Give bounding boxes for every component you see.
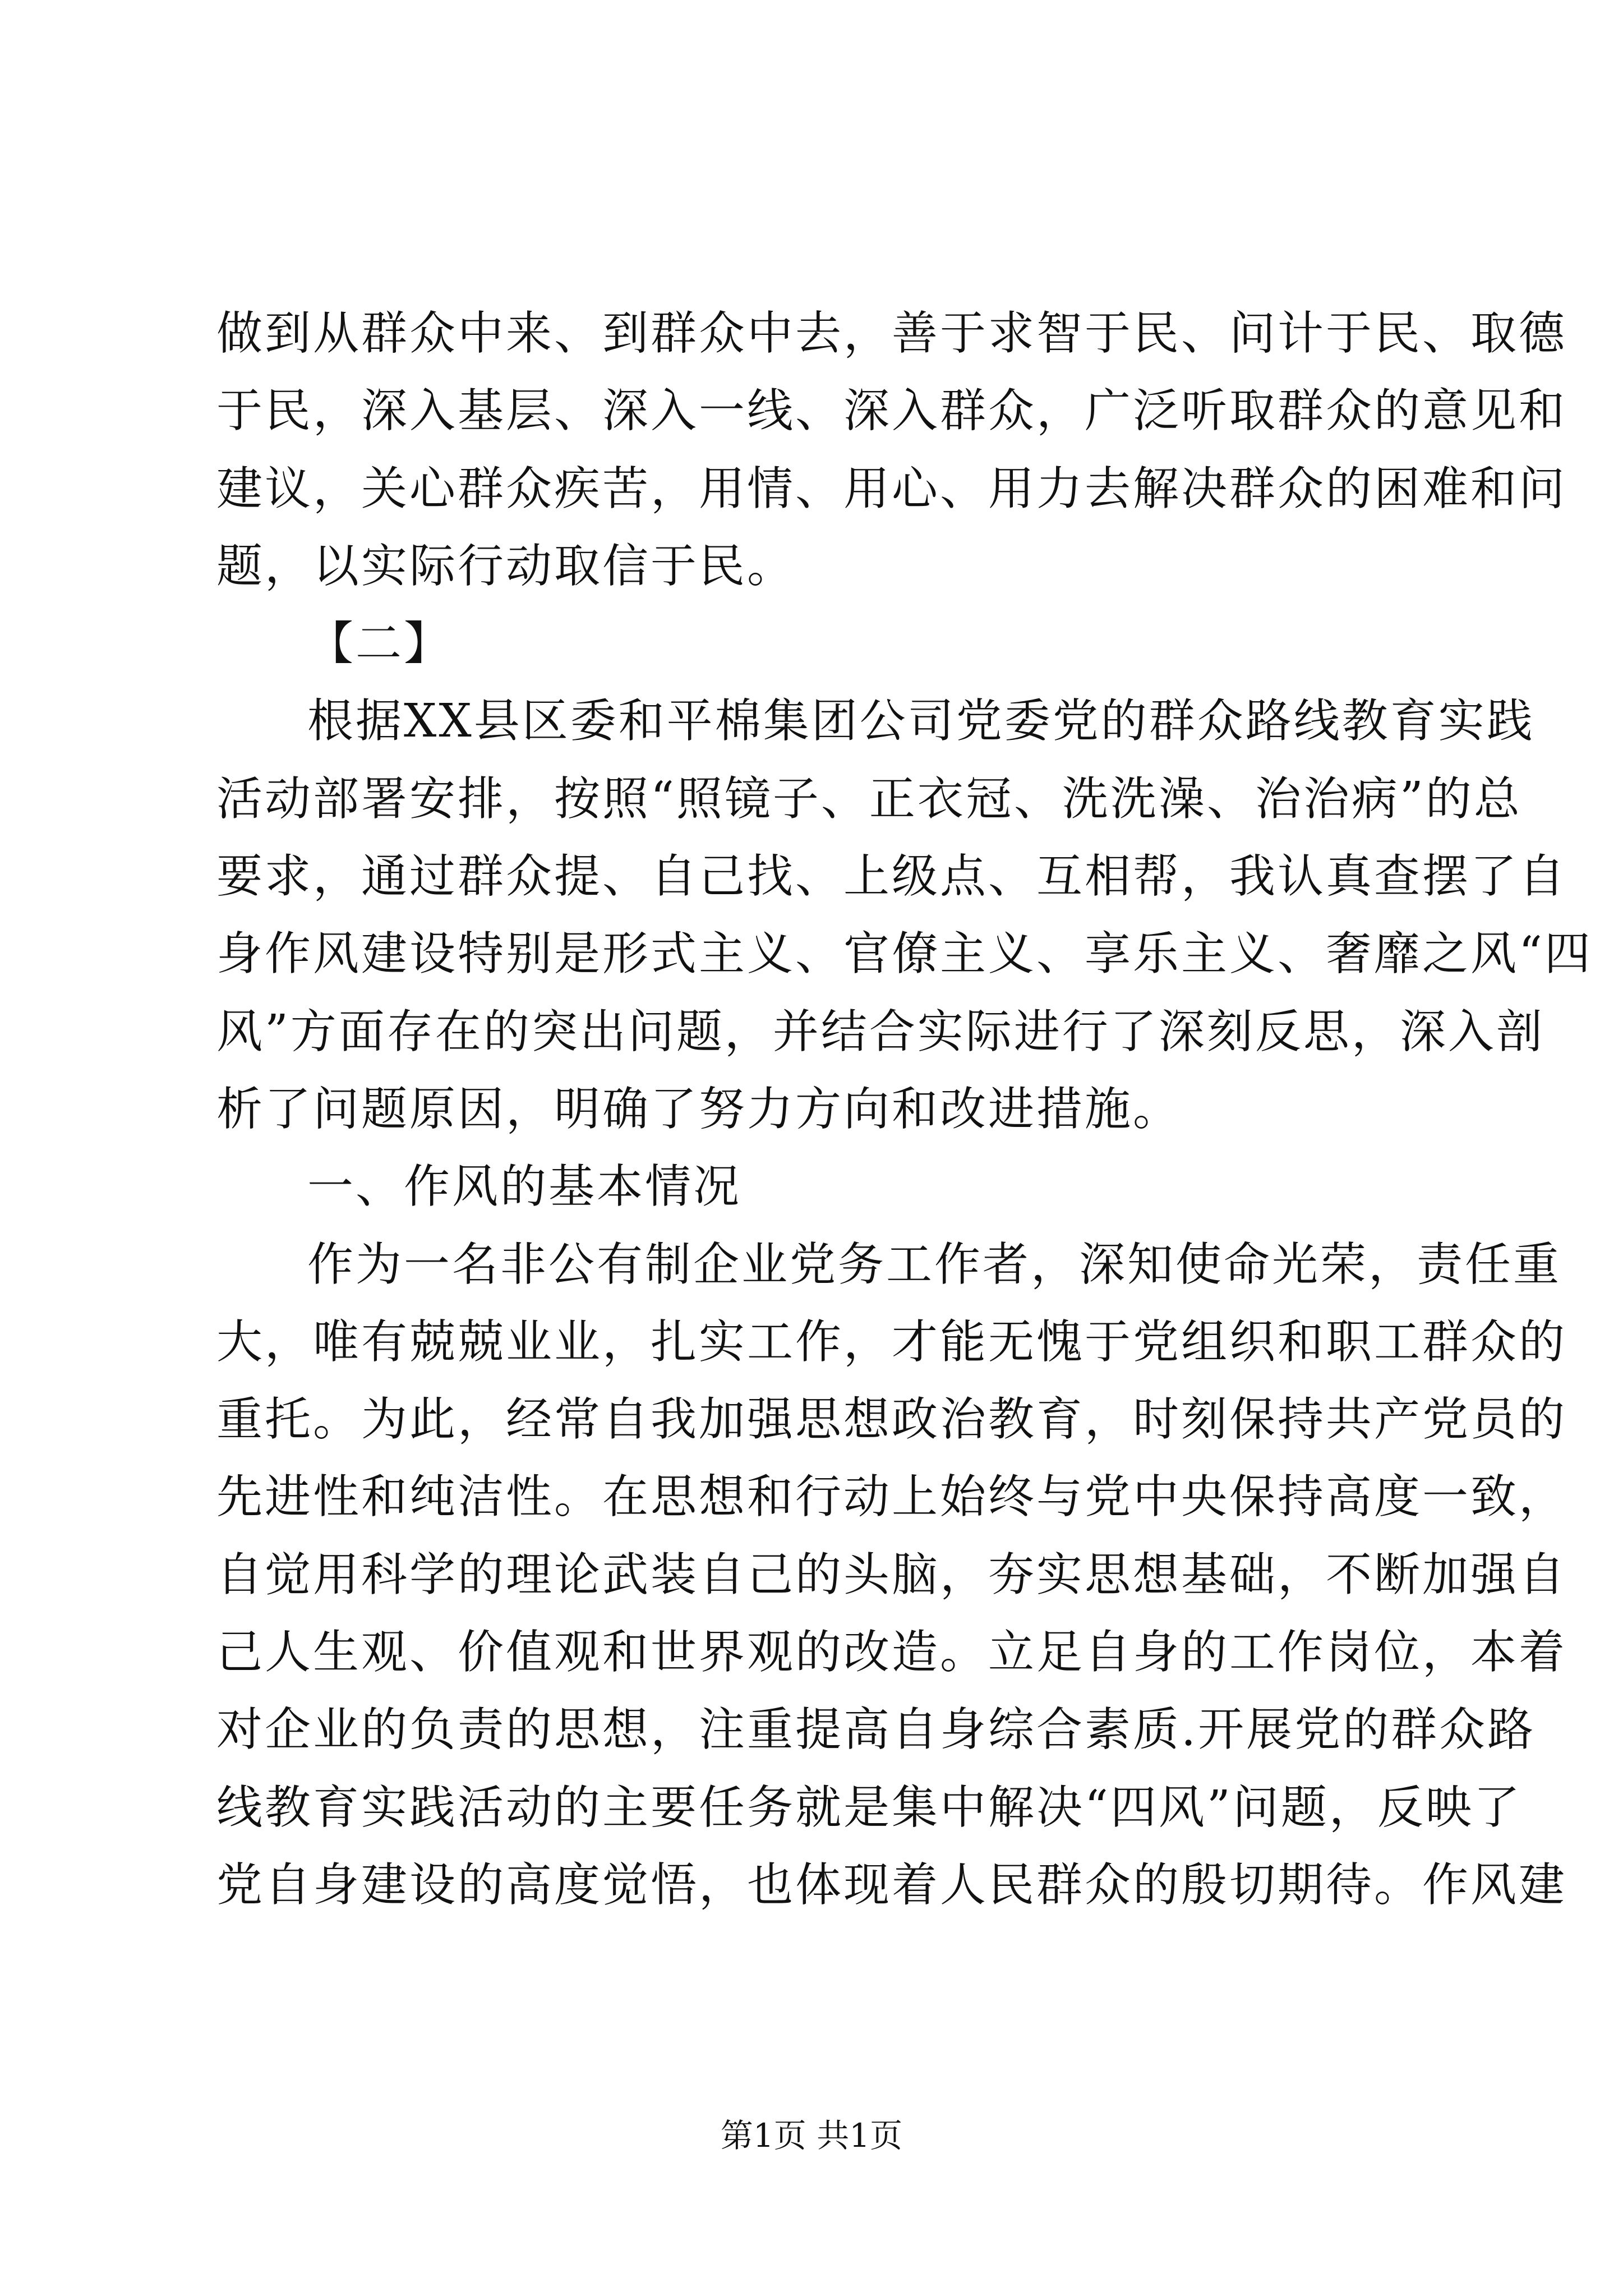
- text-line: 根据XX县区委和平棉集团公司党委党的群众路线教育实践: [307, 694, 1535, 748]
- text-line: 题，以实际行动取信于民。: [216, 539, 796, 593]
- text-line: 大，唯有兢兢业业，扎实工作，才能无愧于党组织和职工群众的: [216, 1315, 1567, 1369]
- text-line: 重托。为此，经常自我加强思想政治教育，时刻保持共产党员的: [216, 1393, 1567, 1447]
- text-line: 己人生观、价值观和世界观的改造。立足自身的工作岗位，本着: [216, 1626, 1567, 1680]
- text-line: 活动部署安排，按照“照镜子、正衣冠、洗洗澡、治治病”的总: [216, 772, 1522, 826]
- subsection-heading: 一、作风的基本情况: [307, 1160, 742, 1214]
- text-line: 党自身建设的高度觉悟，也体现着人民群众的殷切期待。作风建: [216, 1858, 1567, 1912]
- text-line: 做到从群众中来、到群众中去，善于求智于民、问计于民、取德: [216, 307, 1567, 360]
- text-line: 风”方面存在的突出问题，并结合实际进行了深刻反思，深入剖: [216, 1005, 1544, 1059]
- document-body: [216, 295, 1593, 1924]
- text-line: 析了问题原因，明确了努力方向和改进措施。: [216, 1082, 1182, 1136]
- page-footer: 第1页 共1页: [720, 2116, 903, 2155]
- text-line: 对企业的负责的思想，注重提高自身综合素质.开展党的群众路: [216, 1703, 1536, 1757]
- text-line: 身作风建设特别是形式主义、官僚主义、享乐主义、奢靡之风“四: [216, 927, 1593, 981]
- text-line: 于民，深入基层、深入一线、深入群众，广泛听取群众的意见和: [216, 384, 1567, 438]
- text-line: 先进性和纯洁性。在思想和行动上始终与党中央保持高度一致，: [216, 1470, 1567, 1524]
- text-line: 建议，关心群众疾苦，用情、用心、用力去解决群众的困难和问: [216, 462, 1567, 516]
- section-heading: 【二】: [307, 617, 453, 671]
- text-line: 要求，通过群众提、自己找、上级点、互相帮，我认真查摆了自: [216, 850, 1567, 904]
- text-line: 自觉用科学的理论武装自己的头脑，夯实思想基础，不断加强自: [216, 1548, 1567, 1602]
- text-line: 线教育实践活动的主要任务就是集中解决“四风”问题，反映了: [216, 1780, 1522, 1834]
- text-line: 作为一名非公有制企业党务工作者，深知使命光荣，责任重: [307, 1237, 1562, 1291]
